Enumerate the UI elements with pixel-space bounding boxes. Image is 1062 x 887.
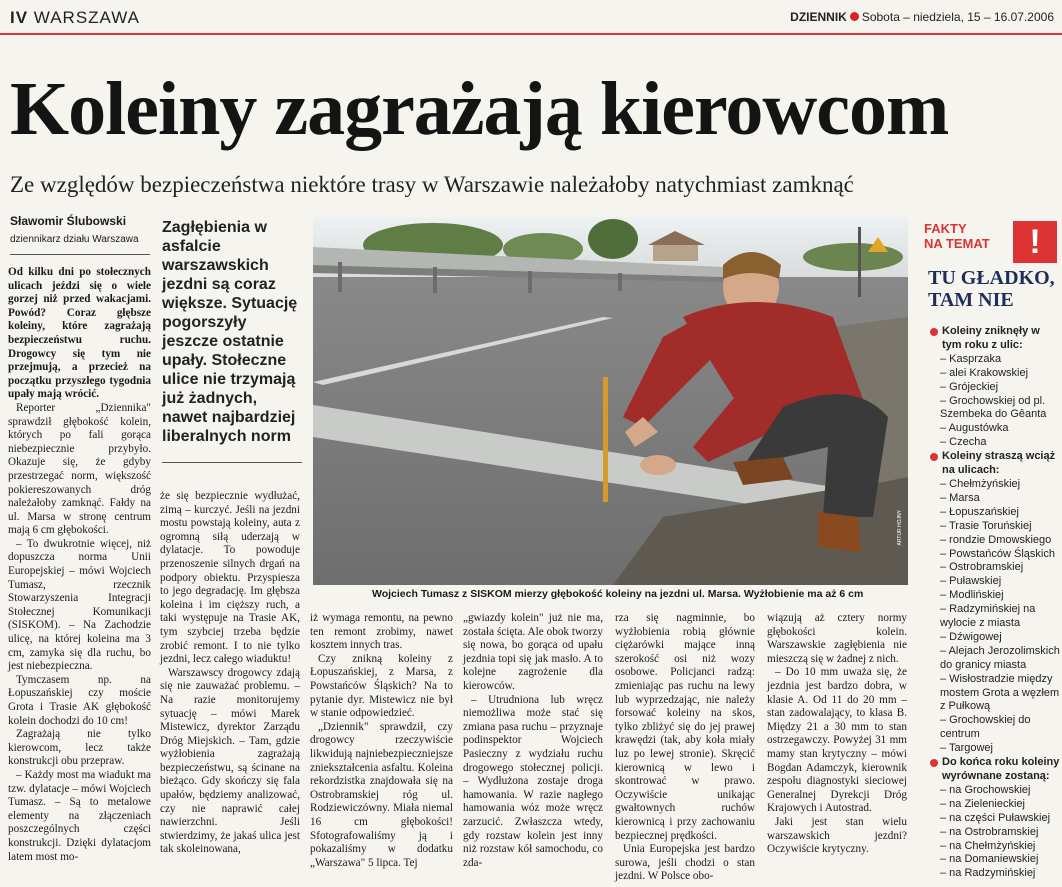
facts-list-item: – Grochowskiej do centrum [940,714,1031,741]
exclamation-icon: ! [1013,221,1057,263]
facts-label-line: NA TEMAT [924,236,990,251]
facts-group-heading [930,325,1062,353]
lead-paragraph: Od kilku dni po stołecznych ulicach jeździ się o wiele gorzej niż przed wakacjami. Powód? Coraz głębsze koleiny, które zagrażają bezpieczeństwu ruchu. Drogowcy się tym nie przejmują, a przecież na początku przyszłego tygodnia upały mają wrócić. [8,266,151,401]
facts-list-item: – na Ostrobramskiej [940,825,1039,838]
paragraph: Warszawscy drogowcy zdają się nie zauważać problemu. – Na razie monitorujemy sytuację – mówi Marek Mistewicz, dyrektor Zarządu Dróg Miejskich. – Tam, gdzie wyżłobienia zagrażają bezpieczeństwu, są ścinane na bieżąco. Gdy skończy się fala upałów, będziemy analizować, czy nie naprawić całej nawierzchni. Jeśli stwierdzimy, że jakaś ulica jest tak skoleinowana, [160,666,300,856]
brand-dot-icon [850,12,859,21]
article-column-4 [463,612,603,870]
pullquote-divider [162,462,302,463]
photo-illustration [313,217,908,585]
facts-list-item: – Trasie Toruńskiej [940,519,1032,532]
facts-group-heading-text: Koleiny zniknęły w tym roku z ulic: [942,325,1040,351]
facts-list-item: – na Grochowskiej [940,783,1031,796]
paragraph: rza się nagminnie, bo wyżłobienia robią głównie ciężarówki mające inną szerokość osi niż wozy osobowe. Policjanci radzą: zmieniając pas ruchu na lewy lub wyprzedzając, nie należy forsować koleiny na skos, tylko zbliżyć się do jej prawej krawędzi (tak, aby koła miały luz po lewej stronie). Skręcić kierownicą w lewo i skontrować w prawo. Oczywiście unikając gwałtownych ruchów kierownicą i przy zachowaniu bezpiecznej prędkości. [615,612,755,842]
paragraph: Reporter „Dziennika" sprawdził głębokość kolein, których po fali gorąca niebezpiecznie przybyło. Okazuje się, że gdyby przestrzegać norm, większość pokiereszowanych dróg należałoby zamknąć. Fałdy na ul. Marsa w stronę centrum mają 6 cm głębokości. [8,401,151,537]
facts-list-item: – Łopuszańskiej [940,505,1019,518]
facts-list-item: – Targowej [940,742,993,755]
facts-title [928,267,1055,311]
article-column-6 [767,612,907,857]
bullet-icon [930,759,938,767]
issue-date: Sobota – niedziela, 15 – 16.07.2006 [861,10,1054,24]
facts-list-item: – Radzymińskiej na wylocie z miasta [940,603,1036,630]
facts-list-item: – Grochowskiej od pl. Szembeka do Gêanta [940,394,1047,421]
paragraph: – Utrudniona lub wręcz niemożliwa może stać się zmiana pasa ruchu – przyznaje podinspektor Wojciech Pasieczny z wydziału ruchu drogowego stołecznej policji. – Wydłużona zostaje droga hamowania. W razie nagłego hamowania wóz może wręcz zarzucić. Zwłaszcza wtedy, gdy rozstaw kolein jest inny niż rozstaw kół samochodu, co zda- [463,693,603,869]
paragraph: Tymczasem np. na Łopuszańskiej czy moście Grota i Trasie AK głębokość kolein dochodzi do 10 cm! [8,673,151,727]
paragraph: Czy znikną koleiny z Łopuszańskiej, z Marsa, z Powstańców Śląskich? Na to pytanie dyr. Mistewicz nie był w stanie odpowiedzieć. [310,652,453,720]
section-number: IV [10,8,29,27]
byline-divider [10,254,150,255]
facts-list-item: – Marsa [940,491,980,504]
article-column-1 [8,266,151,864]
facts-group-heading-text: Do końca roku koleiny wyrównane zostaną: [942,756,1060,782]
paragraph: – Do 10 mm uważa się, że jezdnia jest bardzo dobra, w klasie A. Od 11 do 20 mm – stan zadowalający, to klasa B. Między 21 a 30 mm to stan ostrzegawczy. Powyżej 31 mm mamy stan krytyczny – mówi Bogdan Adamczyk, kierownik zespołu diagnostyki sieciowej Generalnej Dyrekcji Dróg Krajowych i Autostrad. [767,666,907,815]
facts-list-item: – Ostrobramskiej [940,561,1024,574]
brand-name: DZIENNIK [790,10,847,24]
article-photo [313,217,908,585]
facts-list-item: – na Zielenieckiej [940,797,1025,810]
photo-caption: Wojciech Tumasz z SISKOM mierzy głębokość koleiny na jezdni ul. Marsa. Wyżłobienie ma aż 6 cm [372,588,864,600]
facts-group-heading [930,756,1062,784]
facts-list-item: – Kasprzaka [940,352,1002,365]
facts-list-item: – na Chełmżyńskiej [940,839,1036,852]
paragraph: wiązują aż cztery normy głębokości kolein. Warszawskie zagłębienia nie mieszczą się w żadnej z nich. [767,612,907,665]
facts-group-heading [930,450,1062,478]
facts-title-line: TU GŁADKO, [928,267,1055,289]
byline-role: dziennikarz działu Warszawa [10,234,139,245]
facts-list-item: – na części Puławskiej [940,811,1051,824]
facts-list-item: – Chełmżyńskiej [940,477,1021,490]
facts-label-line: FAKTY [924,221,967,236]
facts-list-item: – Augustówka [940,422,1009,435]
article-column-2 [160,490,300,857]
bullet-icon [930,453,938,461]
facts-sidebar [918,217,1062,887]
paragraph: że się bezpiecznie wydłużać, zimą – kurczyć. Jeśli na jezdni mostu powstają koleiny, auta z ogromną siłą uderzają w dylatacje. To powoduje przenoszenie silnych drgań na podpory obiektu. Przyspiesza to jego degradację. Im głębsza koleina i im cięższy ruch, a taki występuje na Trasie AK, tym szybciej trzeba będzie zrobić remont. I to nie tylko jezdni, lecz całego wiaduktu! [160,490,300,666]
paragraph: iż wymaga remontu, na pewno ten remont zrobimy, nawet kosztem innych tras. [310,612,453,652]
article-column-5 [615,612,755,884]
facts-list-item: – Dźwigowej [940,630,1002,643]
facts-list-item: – alei Krakowskiej [940,366,1029,379]
facts-list [930,325,1062,881]
paragraph: – To dwukrotnie więcej, niż dopuszcza norma Unii Europejskiej – mówi Wojciech Tumasz, rzecznik Stowarzyszenia Integracji Stołecznej Komunikacji (SISKOM). – Na Zachodzie ulicę, na której koleina ma 3 cm, zamyka się dla ruchu, bo jest niebezpieczna. [8,537,151,673]
header-rule [0,33,1062,35]
paragraph: Jaki jest stan wielu warszawskich jezdni? Oczywiście krytyczny. [767,815,907,856]
headline: Koleiny zagrażają kierowcom [10,67,949,151]
facts-group-heading-text: Koleiny straszą wciąż na ulicach: [942,450,1056,477]
subheadline: Ze względów bezpieczeństwa niektóre trasy w Warszawie należałoby natychmiast zamknąć [10,172,854,197]
pullquote: Zagłębienia w asfalcie warszawskich jezdni są coraz większe. Sytuację pogorszyły jeszcze ostatnie upały. Stołeczne ulice nie trzymają już żadnych, nawet najbardziej liberalnych norm [162,219,298,445]
paragraph: „gwiazdy kolein" już nie ma, została ścięta. Ale obok tworzy się nowa, bo gorąca od upału jezdnia topi się jak masło. A to kolejne zagrożenie dla kierowców. [463,612,603,692]
paragraph: „Dziennik" sprawdził, czy drogowcy rzeczywiście likwidują najniebezpieczniejsze zniekształcenia asfaltu. Koleina rekordzistka znajdowała się na Ostrobramskiej róg ul. Rodziewiczówny. Miała niemal 16 cm głębokości! Sfotografowaliśmy ją i pokazaliśmy w dodatku „Warszawa" 5 lipca. Tej [310,720,453,869]
facts-list-item: – na Domaniewskiej [940,853,1039,866]
facts-list-item: – na Radzymińskiej [940,867,1036,880]
photo-credit: ARTUR HOJNY [897,510,903,546]
facts-list-item: – Wisłostradzie między mostem Grota a węzłem z Pułkową [940,672,1060,713]
facts-list-item: – Puławskiej [940,575,1002,588]
section-header [10,8,140,28]
facts-list-item: – Grójeckiej [940,380,999,393]
facts-list-item: – rondzie Dmowskiego [940,533,1052,546]
article-column-3 [310,612,453,870]
facts-title-line: TAM NIE [928,289,1014,311]
bullet-icon [930,328,938,336]
paragraph: Unia Europejska jest bardzo surowa, jeśli chodzi o stan jezdni. W Polsce obo- [615,843,755,883]
paragraph: – Każdy most ma wiadukt ma tzw. dylatacje – mówi Wojciech Tumasz. – Są to metalowe elementy na złączeniach poszczególnych części konstrukcji. Dzięki dylatacjom latem most mo- [8,768,151,863]
paragraph: Zagrażają nie tylko kierowcom, lecz także konstrukcji obu przepraw. [8,728,151,768]
facts-list-item: – Powstańców Śląskich [940,547,1055,560]
facts-list-item: – Czecha [940,436,987,449]
facts-list-item: – Alejach Jerozolimskich do granicy miasta [940,644,1060,671]
issue-info [790,10,1054,24]
facts-list-item: – Modlińskiej [940,589,1004,602]
facts-label [924,221,1009,251]
byline-author: Sławomir Ślubowski [10,214,127,228]
section-name: WARSZAWA [33,8,141,27]
